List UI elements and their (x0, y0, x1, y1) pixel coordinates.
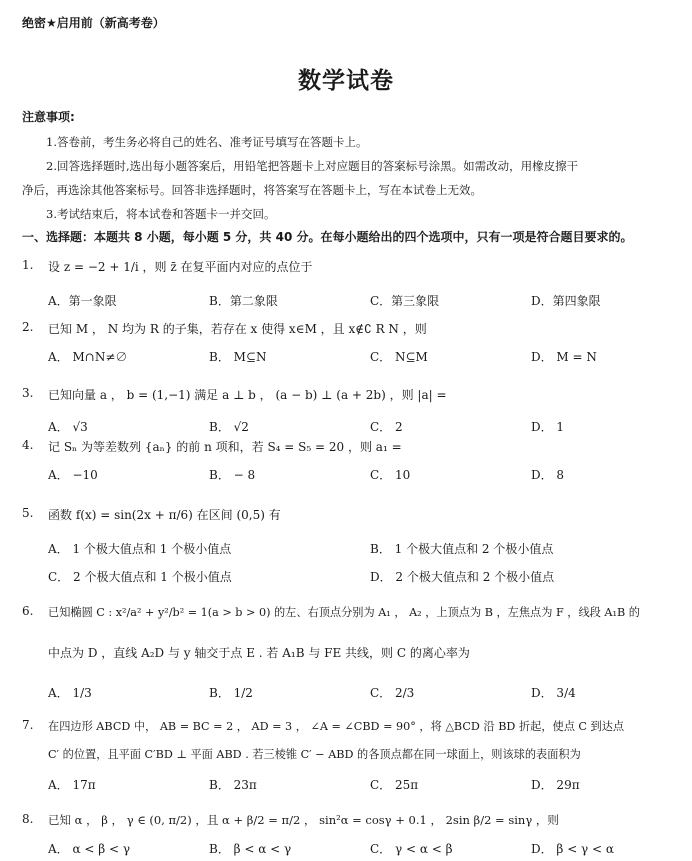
option-a[interactable]: A． −10 (48, 468, 98, 482)
option-a[interactable]: A． 17π (48, 778, 96, 792)
option-c[interactable]: C． 2/3 (370, 686, 415, 700)
option-b[interactable]: B． 1/2 (209, 686, 253, 700)
note-line-1: 1.答卷前，考生务必将自己的姓名、准考证号填写在答题卡上。 (46, 135, 368, 149)
question-number: 5. (22, 506, 34, 520)
question-text: 函数 f(x) = sin(2x + π/6) 在区间 (0,5) 有 (48, 508, 281, 522)
option-c[interactable]: C． 25π (370, 778, 419, 792)
option-a[interactable]: A．第一象限 (48, 294, 117, 308)
option-c[interactable]: C． N⊆M (370, 350, 428, 364)
option-c[interactable]: C． γ < α < β (370, 842, 453, 856)
question-number: 2. (22, 320, 34, 334)
option-b[interactable]: B． 1 个极大值点和 2 个极小值点 (370, 542, 554, 556)
option-a[interactable]: A． M∩N≠∅ (48, 350, 128, 364)
question-text-line-1: 已知椭圆 C : x²/a² + y²/b² = 1(a > b > 0) 的左、右顶点分别为 A₁ ， A₂ ，上顶点为 B ，左焦点为 F ，线段 A₁B 的 (48, 606, 640, 619)
option-c[interactable]: C． 10 (370, 468, 411, 482)
question-text: 已知 α ， β ， γ ∈ (0, π/2) ，且 α + β/2 = π/2 ， sin²α = cosγ + 0.1 ， 2sin β/2 = sinγ ，则 (48, 813, 559, 827)
option-d[interactable]: D．第四象限 (531, 294, 601, 308)
option-a[interactable]: A． 1/3 (48, 686, 92, 700)
page-title: 数学试卷 (298, 68, 394, 94)
note-line-2a: 2.回答选择题时,选出每小题答案后，用铅笔把答题卡上对应题目的答案标号涂黑。如需改动，用橡皮擦干 (46, 159, 579, 173)
question-number: 3. (22, 386, 34, 400)
question-number: 7. (22, 718, 34, 732)
option-c[interactable]: C． 2 个极大值点和 1 个极小值点 (48, 570, 232, 584)
option-b[interactable]: B． √2 (209, 420, 249, 434)
question-number: 8. (22, 812, 34, 826)
note-line-3: 3.考试结束后，将本试卷和答题卡一并交回。 (46, 207, 276, 221)
question-number: 1. (22, 258, 34, 272)
option-b[interactable]: B．第二象限 (209, 294, 278, 308)
option-d[interactable]: D． 1 (531, 420, 565, 434)
option-d[interactable]: D． 8 (531, 468, 565, 482)
option-a[interactable]: A． 1 个极大值点和 1 个极小值点 (48, 542, 232, 556)
option-d[interactable]: D． 29π (531, 778, 580, 792)
note-line-2b: 净后，再选涂其他答案标号。回答非选择题时，将答案写在答题卡上，写在本试卷上无效。 (22, 183, 482, 197)
question-text-line-1: 在四边形 ABCD 中， AB = BC = 2 ， AD = 3 ， ∠A = ∠CBD = 90° ，将 △BCD 沿 BD 折起，使点 C 到达点 (48, 720, 625, 733)
option-b[interactable]: B． 23π (209, 778, 257, 792)
section-heading: 一、选择题：本题共 8 小题，每小题 5 分，共 40 分。在每小题给出的四个选项中，只有一项是符合题目要求的。 (22, 230, 633, 244)
confidential-header: 绝密★启用前（新高考卷） (22, 16, 165, 30)
question-text: 记 Sₙ 为等差数列 {aₙ} 的前 n 项和，若 S₄ = S₅ = 20 ，则 a₁ = (48, 440, 402, 454)
option-c[interactable]: C． 2 (370, 420, 403, 434)
option-d[interactable]: D． 2 个极大值点和 2 个极小值点 (370, 570, 555, 584)
question-text: 已知 M ， N 均为 R 的子集，若存在 x 使得 x∈M ，且 x∉∁ R N ，则 (48, 322, 427, 336)
question-number: 4. (22, 438, 34, 452)
option-c[interactable]: C．第三象限 (370, 294, 440, 308)
option-b[interactable]: B． β < α < γ (209, 842, 292, 856)
option-b[interactable]: B． M⊆N (209, 350, 267, 364)
option-a[interactable]: A． √3 (48, 420, 88, 434)
option-d[interactable]: D． 3/4 (531, 686, 576, 700)
question-text: 已知向量 a ， b = (1,−1) 满足 a ⊥ b ， (a − b) ⊥ (a + 2b) ，则 |a| = (48, 388, 447, 402)
option-d[interactable]: D． M = N (531, 350, 597, 364)
notes-heading: 注意事项: (22, 110, 75, 124)
question-number: 6. (22, 604, 34, 618)
question-text: 设 z = −2 + 1/i ，则 z̄ 在复平面内对应的点位于 (48, 260, 313, 274)
option-d[interactable]: D． β < γ < α (531, 842, 615, 856)
option-b[interactable]: B． − 8 (209, 468, 256, 482)
option-a[interactable]: A． α < β < γ (48, 842, 131, 856)
question-text-line-2: C′ 的位置，且平面 C′BD ⊥ 平面 ABD . 若三棱锥 C′ − ABD 的各顶点都在同一球面上，则该球的表面积为 (48, 748, 581, 761)
question-text-line-2: 中点为 D ，直线 A₂D 与 y 轴交于点 E . 若 A₁B 与 FE 共线，则 C 的离心率为 (48, 646, 470, 660)
